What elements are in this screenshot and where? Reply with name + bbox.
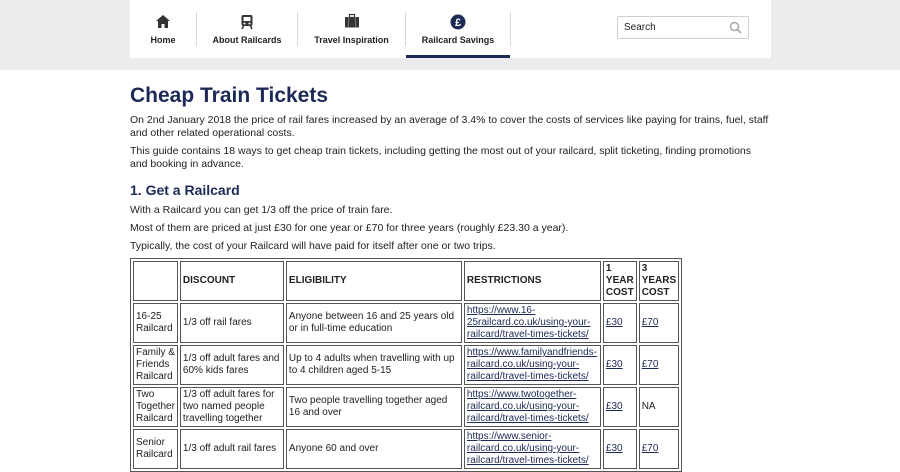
pound-icon [450,14,466,32]
nav-savings-label: Railcard Savings [421,35,495,45]
home-icon [155,14,171,31]
three-year-cost-cell [639,345,679,385]
eligibility-cell: Two people travelling together aged 16 and over [286,387,462,427]
one-year-cost-link[interactable]: £30 [605,442,623,454]
nav-railcard-savings[interactable] [406,0,510,58]
restrictions-link[interactable]: https://www.familyandfriends-railcard.co.uk/using-your-railcard/travel-times-tickets/ [466,346,597,382]
train-icon [241,14,254,32]
one-year-cost-link[interactable]: £30 [605,400,623,412]
one-year-cost-cell [603,429,637,469]
table-row [133,429,679,469]
railcard-name: 16-25 Railcard [133,303,178,343]
one-year-cost-link[interactable]: £30 [605,316,623,328]
railcard-table [130,258,682,472]
railcard-name: Senior Railcard [133,429,178,469]
one-year-cost-cell [603,303,637,343]
svg-text:£: £ [454,17,462,29]
search-placeholder: Search [624,22,656,33]
one-year-cost-cell [603,387,637,427]
restrictions-link[interactable]: https://www.twotogether-railcard.co.uk/using-your-railcard/travel-times-tickets/ [466,388,589,424]
eligibility-cell: Up to 4 adults when travelling with up to 4 children aged 5-15 [286,345,462,385]
railcard-paragraph-3: Typically, the cost of your Railcard will have paid for itself after one or two trips. [130,239,496,252]
three-year-cost-link[interactable]: £70 [641,442,659,454]
table-row [133,387,679,427]
table-row [133,345,679,385]
railcard-paragraph-2: Most of them are priced at just £30 for one year or £70 for three years (roughly £23.30 a year). [130,221,569,234]
table-header-cell: DISCOUNT [180,261,284,301]
intro-paragraph-1: On 2nd January 2018 the price of rail fares increased by an average of 3.4% to cover the costs of services like paying for trains, fuel, staff and other related operational costs. [130,114,769,140]
table-header-cell: 3 YEARS COST [639,261,679,301]
search-icon[interactable] [729,21,742,37]
restrictions-link[interactable]: https://www.16-25railcard.co.uk/using-your-railcard/travel-times-tickets/ [466,304,591,340]
restrictions-cell [464,387,601,427]
discount-cell: 1/3 off adult fares for two named people travelling together [180,387,284,427]
three-year-cost-cell [639,303,679,343]
restrictions-cell [464,345,601,385]
intro-paragraph-2: This guide contains 18 ways to get cheap train tickets, including getting the most out of your railcard, split ticketing, finding promotions and booking in advance. [130,145,751,171]
search-input[interactable] [617,16,749,39]
railcard-paragraph-1: With a Railcard you can get 1/3 off the price of train fare. [130,203,393,216]
table-header-row [133,261,679,301]
three-year-cost-link[interactable]: £70 [641,358,659,370]
eligibility-cell: Anyone 60 and over [286,429,462,469]
table-row [133,303,679,343]
nav-divider [510,12,511,46]
restrictions-cell [464,429,601,469]
page-title: Cheap Train Tickets [130,84,329,107]
one-year-cost-link[interactable]: £30 [605,358,623,370]
discount-cell: 1/3 off adult rail fares [180,429,284,469]
nav-travel-label: Travel Inspiration [314,35,389,45]
three-year-cost-link[interactable]: £70 [641,316,659,328]
suitcase-icon [344,14,360,30]
railcard-name: Family & Friends Railcard [133,345,178,385]
railcard-name: Two Together Railcard [133,387,178,427]
three-year-cost-cell [639,429,679,469]
section-heading-railcard: 1. Get a Railcard [130,181,240,198]
discount-cell: 1/3 off rail fares [180,303,284,343]
nav-about-label: About Railcards [212,35,282,45]
nav-home-label: Home [150,35,176,45]
table-header-cell: ELIGIBILITY [286,261,462,301]
restrictions-cell [464,303,601,343]
restrictions-link[interactable]: https://www.senior-railcard.co.uk/using-your-railcard/travel-times-tickets/ [466,430,589,466]
nav-about-railcards[interactable] [197,0,297,58]
nav-home[interactable] [130,0,196,58]
nav-travel-inspiration[interactable] [298,0,405,58]
eligibility-cell: Anyone between 16 and 25 years old or in full-time education [286,303,462,343]
table-header-cell [133,261,178,301]
three-year-cost-cell: NA [639,387,679,427]
article-content [130,84,770,472]
table-header-cell: RESTRICTIONS [464,261,601,301]
one-year-cost-cell [603,345,637,385]
table-header-cell: 1 YEAR COST [603,261,637,301]
discount-cell: 1/3 off adult fares and 60% kids fares [180,345,284,385]
